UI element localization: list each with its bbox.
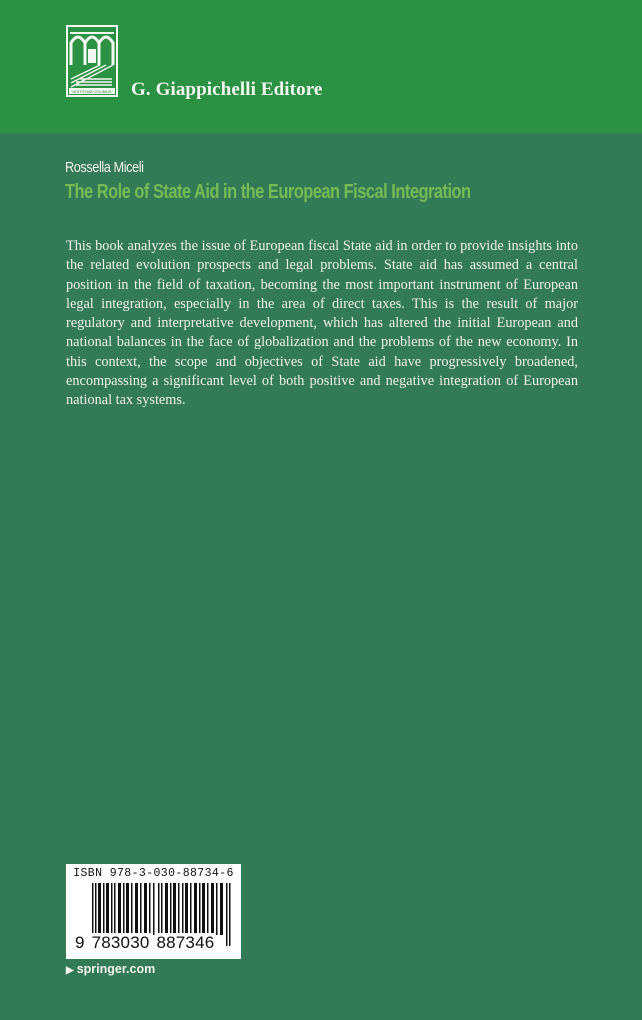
book-description: This book analyzes the issue of European fiscal State aid in order to provide insights into the related evolution prospects and legal problems. State aid has assumed a central position in the field of taxation, becoming the most important instrument of European legal integration, especially in the area of direct taxes. This is the result of major regulatory and interpretative development, which has altered the initial European and national balances in the face of globalization and the problems of the new economy. In this context, the scope and objectives of State aid have progressively broadened, encompassing a significant level of both positive and negative integration of European national tax systems. (66, 238, 578, 409)
barcode-digit-first: 9 (75, 933, 85, 952)
isbn-label: ISBN 978-3-030-88734-6 (73, 867, 234, 880)
arrow-right-icon: ▶ (66, 965, 74, 976)
giappichelli-logo-icon (66, 25, 118, 97)
barcode-digits (74, 933, 234, 953)
publisher-name: G. Giappichelli Editore (131, 79, 323, 100)
barcode-digit-group-1: 783030 (91, 933, 150, 952)
author-name: Rossella Miceli (65, 160, 144, 176)
publisher-header-band (0, 0, 642, 133)
barcode-digit-group-2: 887346 (156, 933, 215, 952)
book-title: The Role of State Aid in the European Fiscal Integration (65, 181, 471, 203)
springer-link[interactable] (66, 962, 155, 976)
svg-text:IUSTITIAM COLIMUS: IUSTITIAM COLIMUS (72, 89, 112, 94)
isbn-barcode-box (66, 864, 241, 959)
springer-link-text: springer.com (76, 962, 156, 976)
